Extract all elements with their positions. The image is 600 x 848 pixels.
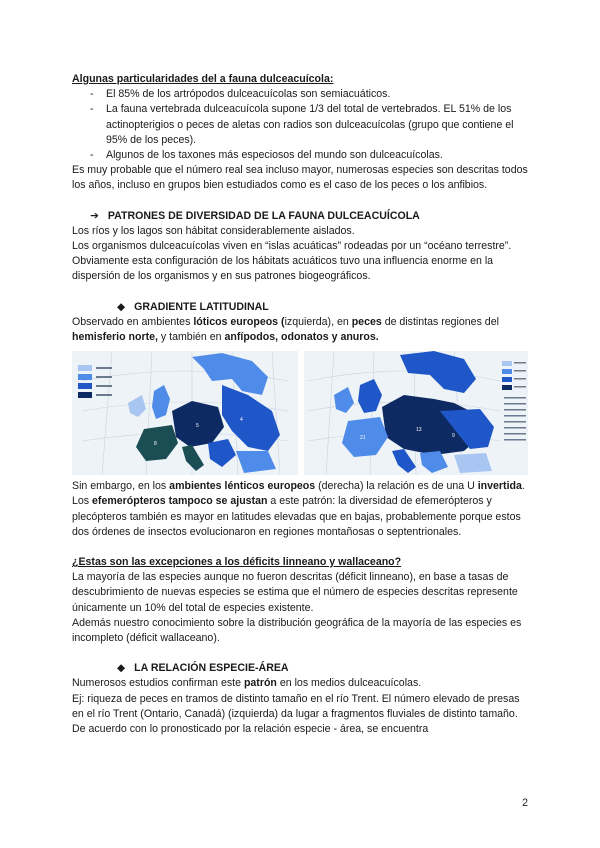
diamond-bullet-icon: ◆ [117, 662, 126, 675]
section-title-particularidades: Algunas particularidades del a fauna dulceacuícola: [72, 73, 334, 85]
paragraph-numero-real: Es muy probable que el número real sea incluso mayor, numerosas especies son descritas todos los años, incluso en grupos bien estudiados como es el caso de los peces o los anfibios. [72, 164, 528, 192]
document-page [72, 72, 528, 737]
paragraph-efemeropteros: Los efemerópteros tampoco se ajustan a este patrón: la diversidad de efemerópteros y plecópteros también es mayor en latitudes elevadas que en bajas, probablemente porque estos dos órdenes de insectos evolucionaron en regiones montañosas o septentrionales. [72, 495, 521, 538]
paragraph-numerosos-estudios: Numerosos estudios confirman este patrón en los medios dulceacuícolas. [72, 677, 422, 690]
paragraph-deficit-wallaceano: Además nuestro conocimiento sobre la distribución geográfica de la mayoría de las especies es incompleto (déficit wallaceano). [72, 616, 522, 645]
svg-text:5: 5 [196, 423, 199, 430]
svg-text:21: 21 [360, 435, 366, 442]
heading-relacion-especie-area: ◆ LA RELACIÓN ESPECIE-ÁREA [117, 662, 289, 675]
svg-text:9: 9 [452, 433, 455, 440]
paragraph-observado: Observado en ambientes lóticos europeos (izquierda), en peces de distintas regiones del hemisferio norte, y también en anfípodos, odonatos y anuros. [72, 315, 499, 344]
section-title-deficits: ¿Estas son las excepciones a los déficits linneano y wallaceano? [72, 556, 402, 569]
svg-text:4: 4 [240, 417, 243, 424]
paragraph-islas-acuaticas: Los organismos dulceacuícolas viven en “islas acuáticas” rodeadas por un “océano terrestre”. Obviamente esta configuración de los hábitats acuáticos tuvo una influencia enorme en la dispersión de los organismos y en sus patrones biogeográficos. [72, 240, 512, 283]
paragraph-lenticos: Sin embargo, en los ambientes lénticos europeos (derecha) la relación es de una U invertida. [72, 480, 525, 493]
svg-text:8: 8 [154, 441, 157, 448]
heading-gradiente-latitudinal: ◆ GRADIENTE LATITUDINAL [117, 300, 269, 313]
page-number: 2 [522, 797, 528, 809]
arrow-icon: ➔ [90, 209, 99, 222]
diamond-bullet-icon: ◆ [117, 300, 126, 313]
paragraph-rio-trent: Ej: riqueza de peces en tramos de distinto tamaño en el río Trent. El número elevado de presas en el río Trent (Ontario, Canadá) (izquierda) da lugar a fragmentos fluviales de distinto tamaño. De acuerdo con lo pronosticado por la relación especie - área, se encuentra [72, 692, 520, 736]
paragraph-rios-lagos: Los ríos y los lagos son hábitat considerablemente aislados. [72, 224, 355, 237]
map-lentic-europe [304, 351, 528, 475]
europe-diversity-maps [72, 351, 528, 475]
svg-text:13: 13 [416, 427, 422, 434]
list-item: - El 85% de los artrópodos dulceacuícolas son semiacuáticos. [106, 87, 528, 102]
heading-patrones-diversidad: ➔ PATRONES DE DIVERSIDAD DE LA FAUNA DULCEACUÍCOLA [90, 209, 420, 222]
map-lotic-europe [72, 351, 298, 475]
list-item: - La fauna vertebrada dulceacuícola supone 1/3 del total de vertebrados. EL 51% de los actinopterigios o peces de aletas con radios son dulceacuícolas (grupo que contiene el 95% de los peces). [106, 102, 528, 148]
paragraph-deficit-linneano: La mayoría de las especies aunque no fueron descritas (déficit linneano), en base a tasas de descubrimiento de nuevas especies se estima que el número de especies descritas represente únicamente un 10% del total de especies existente. [72, 571, 518, 614]
list-item: - Algunos de los taxones más especiosos del mundo son dulceacuícolas. [106, 148, 528, 163]
particularidades-list [72, 87, 528, 163]
